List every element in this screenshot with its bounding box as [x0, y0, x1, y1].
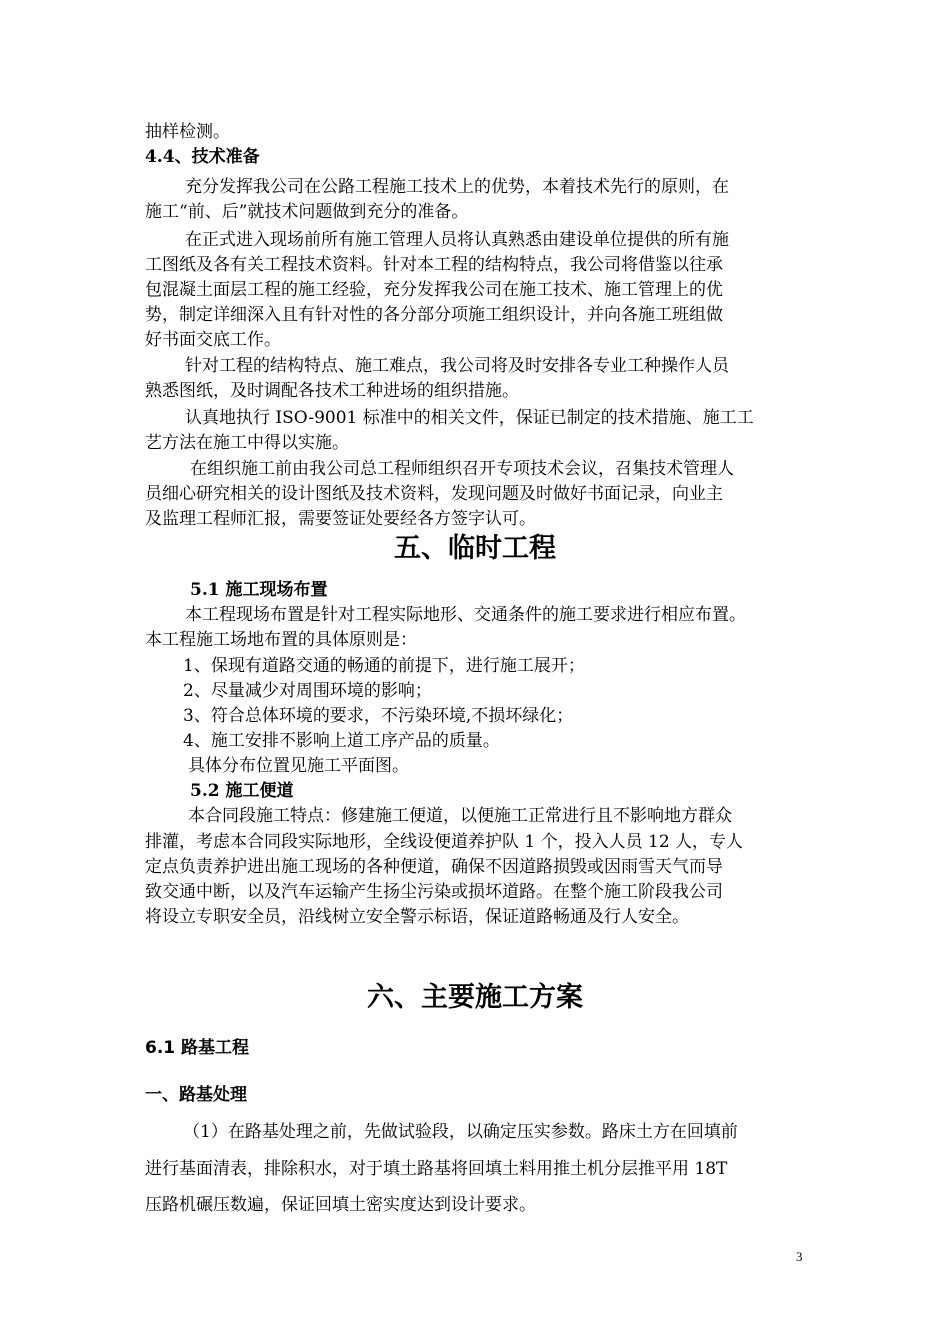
- paragraph-line: 定点负责养护进出施工现场的各种便道，确保不因道路损毁或因雨雪天气而导: [145, 857, 723, 877]
- section-heading-4-4: 4.4、技术准备: [145, 147, 260, 167]
- section-heading-6-1: 6.1 路基工程: [145, 1038, 250, 1058]
- paragraph-line: 员细心研究相关的设计图纸及技术资料，发现问题及时做好书面记录，向业主: [145, 484, 723, 504]
- list-item: 3、符合总体环境的要求，不污染环境,不损坏绿化；: [183, 706, 574, 726]
- paragraph-line: 施工“前、后”就技术问题做到充分的准备。: [145, 202, 469, 222]
- section-heading-5-2: 5.2 施工便道: [190, 781, 294, 801]
- list-item: 2、尽量减少对周围环境的影响；: [183, 681, 432, 701]
- paragraph-line: 本工程施工场地布置的具体原则是：: [145, 630, 417, 650]
- paragraph-line: （1）在路基处理之前，先做试验段，以确定压实参数。路床土方在回填前: [183, 1122, 738, 1142]
- paragraph-line: 针对工程的结构特点、施工难点，我公司将及时安排各专业工种操作人员: [185, 356, 729, 376]
- paragraph-line: 包混凝土面层工程的施工经验，充分发挥我公司在施工技术、施工管理上的优: [145, 280, 723, 300]
- paragraph-line: 在组织施工前由我公司总工程师组织召开专项技术会议，召集技术管理人: [190, 459, 734, 479]
- paragraph-line: 将设立专职安全员，沿线树立安全警示标语，保证道路畅通及行人安全。: [145, 907, 689, 927]
- paragraph-line: 具体分布位置见施工平面图。: [188, 756, 409, 776]
- paragraph-line: 充分发挥我公司在公路工程施工技术上的优势，本着技术先行的原则，在: [185, 177, 729, 197]
- chapter-title-6: 六、主要施工方案: [367, 982, 583, 1013]
- section-heading-5-1: 5.1 施工现场布置: [190, 580, 328, 600]
- list-item: 1、保现有道路交通的畅通的前提下，进行施工展开；: [183, 656, 585, 676]
- carry-over-line: 抽样检测。: [145, 122, 230, 142]
- item-heading-subgrade: 一、路基处理: [145, 1085, 247, 1105]
- paragraph-line: 本合同段施工特点：修建施工便道，以便施工正常进行且不影响地方群众: [188, 806, 732, 826]
- chapter-title-5: 五、临时工程: [394, 533, 556, 564]
- page-number: 3: [796, 1249, 803, 1264]
- list-item: 4、施工安排不影响上道工序产品的质量。: [183, 731, 500, 751]
- paragraph-line: 致交通中断，以及汽车运输产生扬尘污染或损坏道路。在整个施工阶段我公司: [145, 882, 723, 902]
- paragraph-line: 熟悉图纸，及时调配各技术工种进场的组织措施。: [145, 381, 519, 401]
- paragraph-line: 本工程现场布置是针对工程实际地形、交通条件的施工要求进行相应布置。: [185, 605, 746, 625]
- paragraph-line: 进行基面清表，排除积水，对于填土路基将回填土料用推土机分层推平用 18T: [145, 1159, 728, 1179]
- paragraph-line: 艺方法在施工中得以实施。: [145, 433, 349, 453]
- paragraph-line: 工图纸及各有关工程技术资料。针对本工程的结构特点，我公司将借鉴以往承: [145, 255, 723, 275]
- paragraph-line: 好书面交底工作。: [145, 330, 281, 350]
- paragraph-line: 认真地执行 ISO-9001 标准中的相关文件，保证已制定的技术措施、施工工: [185, 408, 754, 428]
- paragraph-line: 及监理工程师汇报，需要签证处要经各方签字认可。: [145, 509, 536, 529]
- paragraph-line: 在正式进入现场前所有施工管理人员将认真熟悉由建设单位提供的所有施: [185, 230, 729, 250]
- paragraph-line: 排灌，考虑本合同段实际地形，全线设便道养护队 1 个，投入人员 12 人，专人: [145, 832, 744, 852]
- paragraph-line: 势，制定详细深入且有针对性的各分部分项施工组织设计，并向各施工班组做: [145, 305, 723, 325]
- paragraph-line: 压路机碾压数遍，保证回填土密实度达到设计要求。: [145, 1195, 536, 1215]
